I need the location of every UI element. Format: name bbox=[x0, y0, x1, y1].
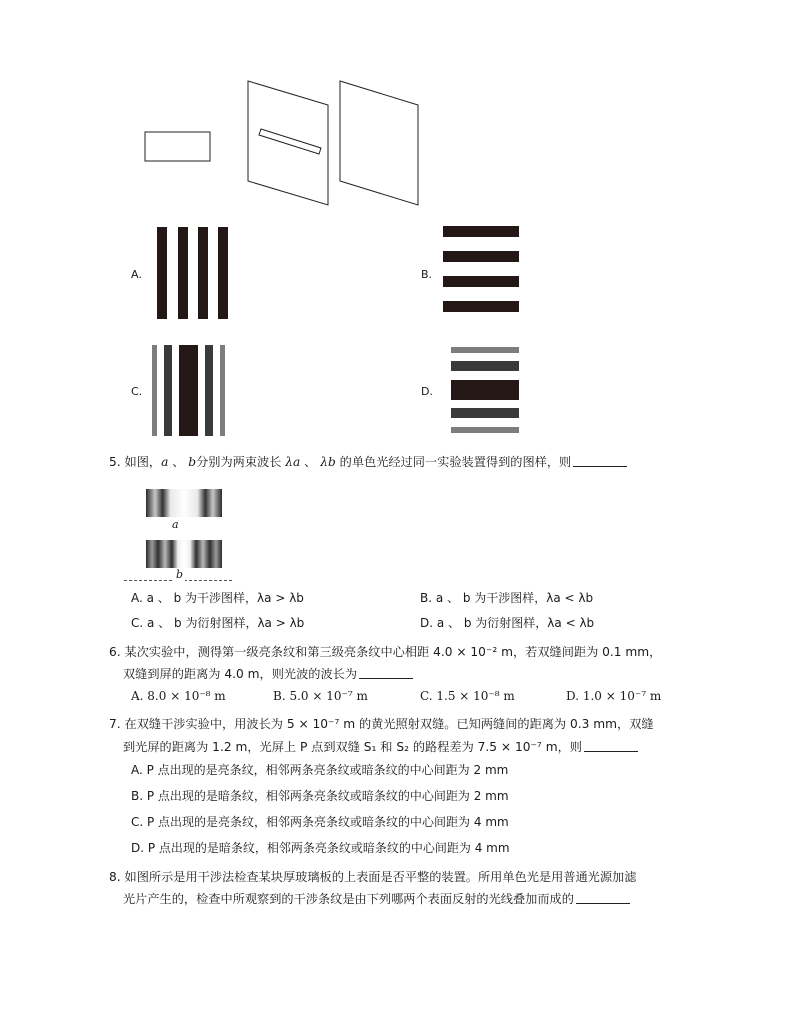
pattern-c-diffraction-vertical bbox=[150, 345, 228, 437]
answer-blank[interactable] bbox=[359, 666, 413, 679]
pattern-c-label: C. bbox=[131, 385, 143, 398]
pattern-d-label: D. bbox=[421, 385, 433, 398]
q5-option-a[interactable]: A. a 、 b 为干涉图样，λa > λb bbox=[131, 591, 304, 605]
answer-blank[interactable] bbox=[573, 454, 627, 467]
q5-stem: 5. 如图，a 、 b分别为两束波长 λa 、 λb 的单色光经过同一实验装置得到的图样，则 bbox=[109, 453, 627, 471]
pattern-b-label: B. bbox=[421, 268, 433, 281]
slit bbox=[259, 129, 321, 154]
q6-stem-line2: 双缝到屏的距离为 4.0 m，则光波的波长为 bbox=[123, 665, 413, 683]
q8-stem-line2: 光片产生的，检查中所观察到的干涉条纹是由下列哪两个表面反射的光线叠加而成的 bbox=[123, 890, 630, 908]
q7-stem-line2: 到光屏的距离为 1.2 m，光屏上 P 点到双缝 S₁ 和 S₂ 的路程差为 7.5 × 10⁻⁷ m，则 bbox=[123, 738, 638, 756]
q5-option-c[interactable]: C. a 、 b 为衍射图样，λa > λb bbox=[131, 616, 305, 630]
q7-option-a[interactable]: A. P 点出现的是亮条纹，相邻两条亮条纹或暗条纹的中心间距为 2 mm bbox=[131, 763, 509, 777]
q5-option-d[interactable]: D. a 、 b 为衍射图样，λa < λb bbox=[420, 616, 595, 630]
q7-stem-line1: 7. 在双缝干涉实验中，用波长为 5 × 10⁻⁷ m 的黄光照射双缝。已知两缝间的距离为 0.3 mm，双缝 bbox=[109, 717, 654, 731]
pattern-a-label: A. bbox=[131, 268, 142, 281]
answer-blank[interactable] bbox=[584, 739, 638, 752]
apparatus-diagram bbox=[130, 75, 440, 210]
q7-option-d[interactable]: D. P 点出现的是暗条纹，相邻两条亮条纹或暗条纹的中心间距为 4 mm bbox=[131, 841, 510, 855]
q5-fig-b-label: b bbox=[176, 568, 184, 581]
q8-stem-line1: 8. 如图所示是用干涉法检查某块厚玻璃板的上表面是否平整的装置。所用单色光是用普通光源加滤 bbox=[109, 870, 637, 884]
slit-plate bbox=[248, 81, 328, 205]
pattern-a-vertical-stripes bbox=[155, 227, 230, 319]
q5-option-b[interactable]: B. a 、 b 为干涉图样，λa < λb bbox=[420, 591, 594, 605]
screen bbox=[340, 81, 418, 205]
q7-option-c[interactable]: C. P 点出现的是亮条纹，相邻两条亮条纹或暗条纹的中心间距为 4 mm bbox=[131, 815, 509, 829]
q5-fig-a-label: a bbox=[172, 518, 179, 531]
pattern-b-horizontal-stripes bbox=[443, 226, 521, 316]
pattern-d-diffraction-horizontal bbox=[450, 345, 522, 437]
q5-pattern-a-photo bbox=[146, 489, 222, 517]
q6-option-b[interactable]: B. 5.0 × 10⁻⁷ m bbox=[273, 689, 368, 703]
q6-stem-line1: 6. 某次实验中，测得第一级亮条纹和第三级亮条纹中心相距 4.0 × 10⁻² m，若双缝间距为 0.1 mm， bbox=[109, 645, 662, 659]
q6-option-a[interactable]: A. 8.0 × 10⁻⁸ m bbox=[131, 689, 226, 703]
light-source bbox=[145, 132, 210, 161]
answer-blank[interactable] bbox=[576, 891, 630, 904]
q6-option-c[interactable]: C. 1.5 × 10⁻⁸ m bbox=[420, 689, 515, 703]
q5-pattern-b-photo bbox=[146, 540, 222, 568]
q7-option-b[interactable]: B. P 点出现的是暗条纹，相邻两条亮条纹或暗条纹的中心间距为 2 mm bbox=[131, 789, 509, 803]
q6-option-d[interactable]: D. 1.0 × 10⁻⁷ m bbox=[566, 689, 662, 703]
